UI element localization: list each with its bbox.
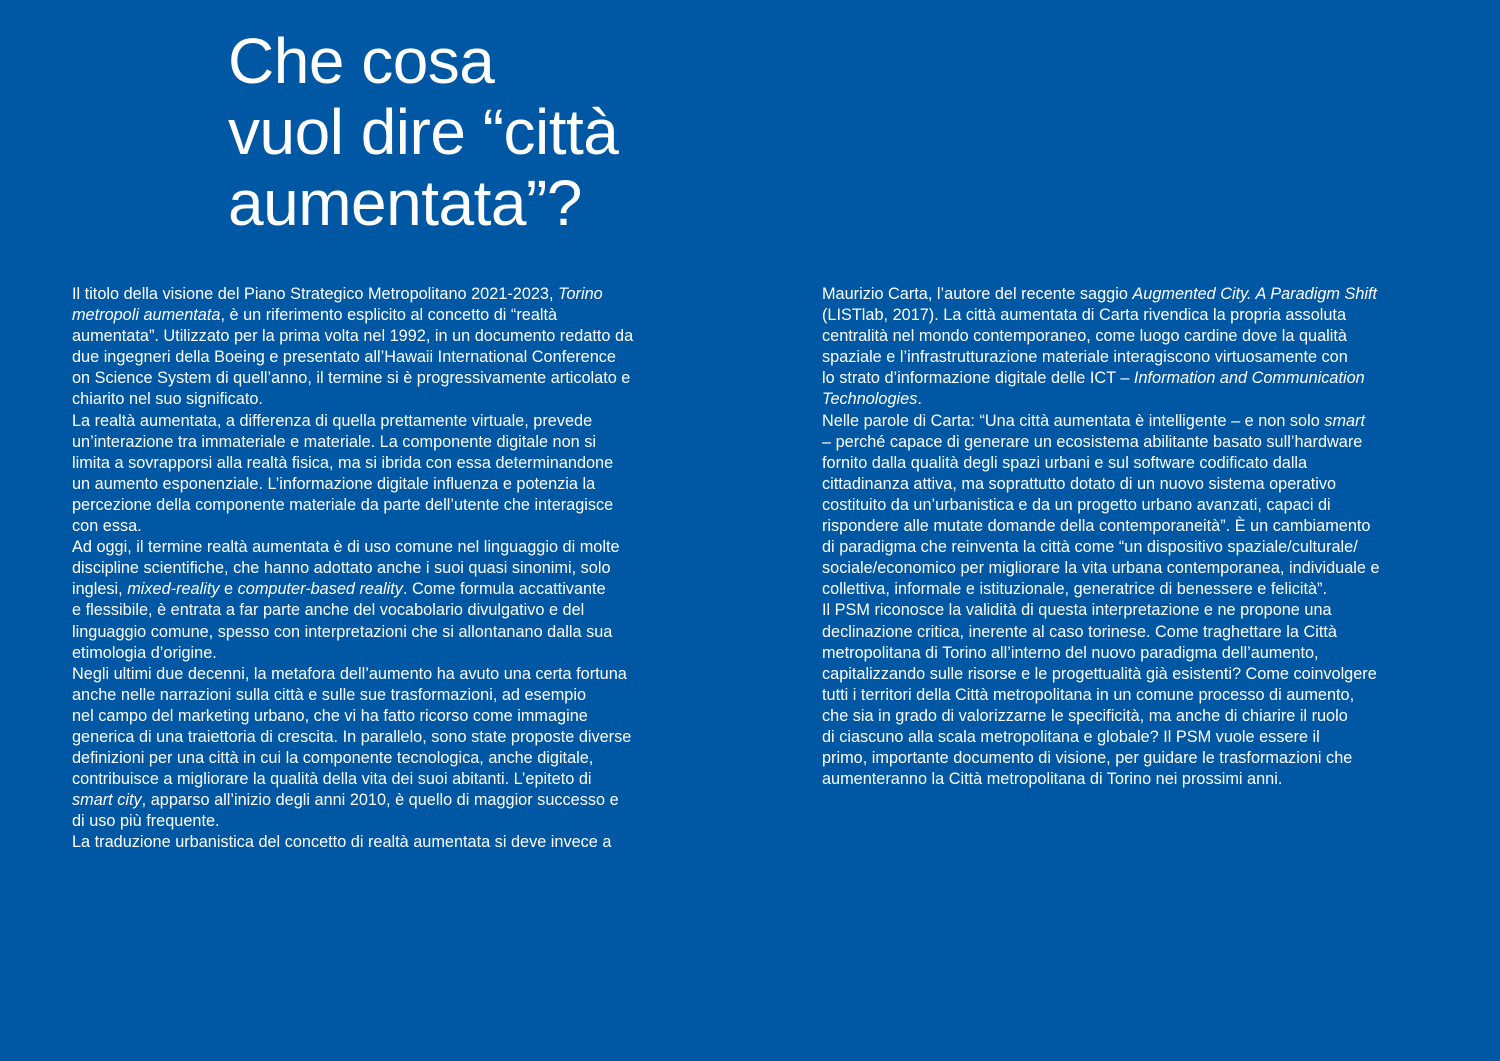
text-line — [822, 558, 1432, 579]
text-run: aumenteranno la Città metropolitana di Torino nei prossimi anni. — [822, 770, 1283, 789]
text-run: on Science System di quell’anno, il termine si è progressivamente articolato e — [72, 369, 631, 388]
title-line: Che cosa — [228, 25, 495, 97]
text-run: lo strato d’informazione digitale delle ICT – — [822, 369, 1134, 388]
text-line — [822, 284, 1432, 305]
text-run: metropolitana di Torino all’interno del nuovo paradigma dell’aumento, — [822, 643, 1319, 662]
italic-text: smart city — [72, 791, 142, 810]
text-line — [72, 284, 682, 305]
text-line — [72, 347, 682, 368]
text-run: e — [219, 580, 238, 599]
text-run: un aumento esponenziale. L’informazione digitale influenza e potenzia la — [72, 474, 596, 493]
text-run: La traduzione urbanistica del concetto di realtà aumentata si deve invece a — [72, 833, 612, 852]
text-run: percezione della componente materiale da parte dell’utente che interagisce — [72, 495, 614, 514]
text-run: definizioni per una città in cui la componente tecnologica, anche digitale, — [72, 749, 594, 768]
text-run: collettiva, informale e istituzionale, generatrice di benessere e felicità”. — [822, 580, 1327, 599]
text-line — [72, 811, 682, 832]
text-run: contribuisce a migliorare la qualità della vita dei suoi abitanti. L’epiteto di — [72, 770, 592, 789]
text-line — [822, 685, 1432, 706]
text-run: capitalizzando sulle risorse e le progettualità già esistenti? Come coinvolgere — [822, 664, 1377, 683]
text-run: , apparso all’inizio degli anni 2010, è quello di maggior successo e — [141, 791, 619, 810]
text-run: centralità nel mondo contemporaneo, come luogo cardine dove la qualità — [822, 327, 1347, 346]
text-line — [72, 579, 682, 600]
text-run: di paradigma che reinventa la città come “un dispositivo spaziale/culturale/ — [822, 538, 1358, 557]
text-run: generica di una traiettoria di crescita. In parallelo, sono state proposte diverse — [72, 727, 632, 746]
text-line — [822, 748, 1432, 769]
text-line — [72, 727, 682, 748]
text-line — [72, 305, 682, 326]
text-run: (LISTlab, 2017). La città aumentata di Carta rivendica la propria assoluta — [822, 306, 1346, 325]
italic-text: Augmented City. A Paradigm Shift — [1132, 285, 1378, 303]
text-run: Ad oggi, il termine realtà aumentata è di uso comune nel linguaggio di molte — [72, 538, 620, 557]
text-line — [822, 664, 1432, 685]
text-run: di uso più frequente. — [72, 812, 220, 831]
text-run: fornito dalla qualità degli spazi urbani e sul software codificato dalla — [822, 453, 1308, 472]
text-line — [72, 790, 682, 811]
text-run: anche nelle narrazioni sulla città e sulle sue trasformazioni, ad esempio — [72, 685, 587, 704]
text-line — [72, 474, 682, 495]
text-run: La realtà aumentata, a differenza di quella prettamente virtuale, prevede — [72, 411, 593, 430]
italic-text: computer-based reality — [237, 580, 403, 599]
italic-text: Technologies — [822, 390, 918, 409]
text-line — [822, 495, 1432, 516]
text-line — [72, 558, 682, 579]
text-run: con essa. — [72, 517, 142, 536]
text-line — [822, 326, 1432, 347]
text-run: rispondere alle mutate domande della contemporaneità”. È un cambiamento — [822, 517, 1371, 536]
left-text-column — [72, 284, 682, 854]
text-run: tutti i territori della Città metropolitana in un comune processo di aumento, — [822, 685, 1355, 704]
italic-text: smart — [1324, 411, 1366, 430]
italic-text: Information and Communication — [1133, 369, 1365, 388]
text-run: Nelle parole di Carta: “Una città aumentata è intelligente – e non solo — [822, 411, 1325, 430]
text-line — [822, 769, 1432, 790]
text-line — [72, 832, 682, 853]
text-run: inglesi, — [72, 580, 128, 599]
text-run: costituito da un’urbanistica e da un progetto urbano avanzati, capaci di — [822, 495, 1331, 514]
text-line — [822, 453, 1432, 474]
text-line — [822, 411, 1432, 432]
text-run: un’interazione tra immateriale e materiale. La componente digitale non si — [72, 432, 597, 451]
text-line — [72, 685, 682, 706]
italic-text: mixed-reality — [127, 580, 220, 599]
text-line — [822, 474, 1432, 495]
italic-text: metropoli aumentata — [72, 306, 221, 325]
text-run: cittadinanza attiva, ma soprattutto dotato di un nuovo sistema operativo — [822, 474, 1337, 493]
text-run: aumentata”. Utilizzato per la prima volta nel 1992, in un documento redatto da — [72, 327, 634, 346]
text-line — [822, 347, 1432, 368]
text-line — [822, 516, 1432, 537]
text-line — [72, 389, 682, 410]
text-line — [822, 622, 1432, 643]
text-run: sociale/economico per migliorare la vita urbana contemporanea, individuale e — [822, 559, 1380, 578]
text-run: discipline scientifiche, che hanno adottato anche i suoi quasi sinonimi, solo — [72, 559, 611, 578]
text-line — [72, 495, 682, 516]
title-line: aumentata”? — [228, 167, 582, 239]
text-line — [72, 453, 682, 474]
text-run: . Come formula accattivante — [402, 580, 606, 599]
text-line — [822, 368, 1432, 389]
text-run: due ingegneri della Boeing e presentato all’Hawaii International Conference — [72, 348, 616, 367]
text-line — [72, 368, 682, 389]
page-title — [228, 26, 618, 239]
italic-text: Torino — [558, 285, 603, 303]
text-line — [72, 643, 682, 664]
text-line — [72, 326, 682, 347]
text-run: Il PSM riconosce la validità di questa interpretazione e ne propone una — [822, 601, 1332, 620]
text-run: Negli ultimi due decenni, la metafora dell’aumento ha avuto una certa fortuna — [72, 664, 627, 683]
text-run: declinazione critica, inerente al caso torinese. Come traghettare la Città — [822, 622, 1337, 641]
text-line — [72, 748, 682, 769]
text-line — [72, 622, 682, 643]
text-line — [72, 769, 682, 790]
text-line — [822, 305, 1432, 326]
text-run: linguaggio comune, spesso con interpretazioni che si allontanano dalla sua — [72, 622, 613, 641]
text-run: limita a sovrapporsi alla realtà fisica, ma si ibrida con essa determinandone — [72, 453, 614, 472]
text-line — [822, 432, 1432, 453]
text-run: spaziale e l’infrastrutturazione materiale interagiscono virtuosamente con — [822, 348, 1348, 367]
text-line — [72, 664, 682, 685]
text-line — [72, 537, 682, 558]
text-line — [822, 600, 1432, 621]
text-line — [822, 706, 1432, 727]
right-text-column — [822, 284, 1432, 790]
text-line — [72, 432, 682, 453]
text-run: Il titolo della visione del Piano Strategico Metropolitano 2021-2023, — [72, 285, 559, 303]
text-run: che sia in grado di valorizzarne le specificità, ma anche di chiarire il ruolo — [822, 706, 1348, 725]
text-run: di ciascuno alla scala metropolitana e globale? Il PSM vuole essere il — [822, 727, 1320, 746]
title-line: vuol dire “città — [228, 96, 619, 168]
text-run: Maurizio Carta, l’autore del recente saggio — [822, 285, 1133, 303]
text-run: e flessibile, è entrata a far parte anche del vocabolario divulgativo e del — [72, 601, 585, 620]
text-line — [72, 600, 682, 621]
text-line — [72, 516, 682, 537]
text-run: – perché capace di generare un ecosistema abilitante basato sull’hardware — [822, 432, 1363, 451]
text-run: , è un riferimento esplicito al concetto di “realtà — [220, 306, 558, 325]
text-run: chiarito nel suo significato. — [72, 390, 263, 409]
text-line — [822, 579, 1432, 600]
text-run: nel campo del marketing urbano, che vi ha fatto ricorso come immagine — [72, 706, 588, 725]
text-line — [822, 389, 1432, 410]
text-line — [72, 411, 682, 432]
text-line — [822, 537, 1432, 558]
text-run: etimologia d’origine. — [72, 643, 217, 662]
text-line — [822, 643, 1432, 664]
text-line — [822, 727, 1432, 748]
text-run: . — [917, 390, 922, 409]
text-line — [72, 706, 682, 727]
text-run: primo, importante documento di visione, per guidare le trasformazioni che — [822, 749, 1353, 768]
